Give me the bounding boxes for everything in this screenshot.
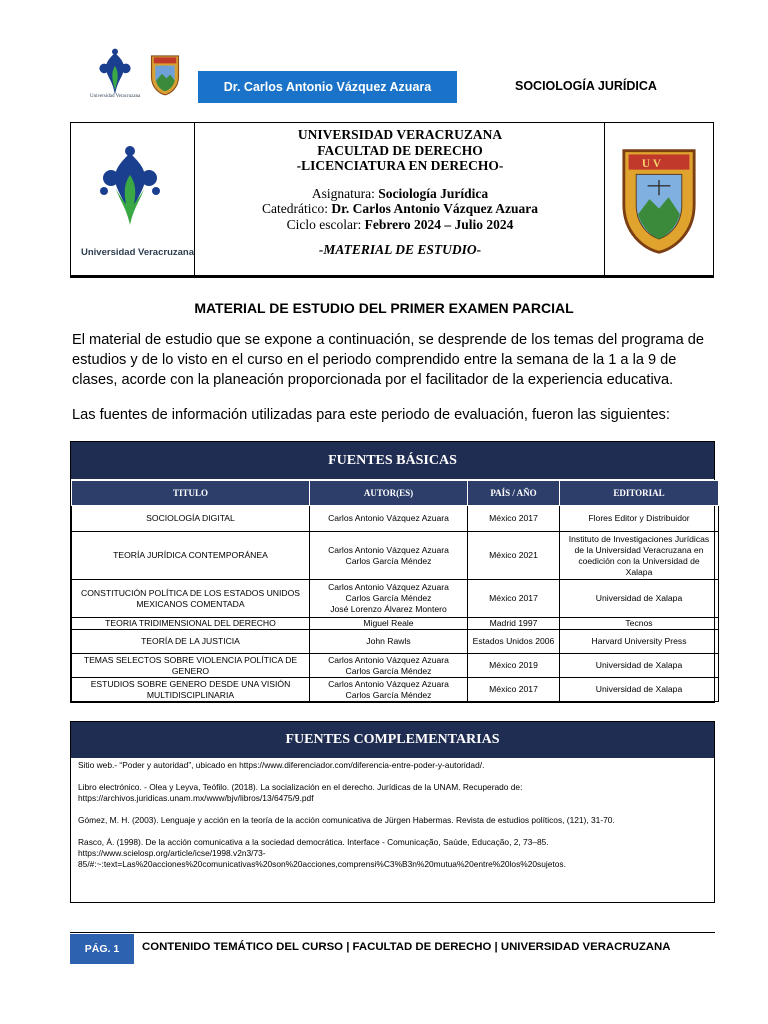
course-name: SOCIOLOGÍA JURÍDICA — [515, 79, 657, 93]
authors-cell — [310, 678, 468, 702]
reference-item: Libro electrónico. - Olea y Leyva, Teófilo. (2018). La socialización en el derecho. Jurídicas de la UNAM. Recuperado de: https://archivos.juridicas.unam.mx/www/bjv/libros/13/6475/9.pdf — [78, 782, 523, 803]
table-row — [72, 580, 719, 618]
professor-banner: Dr. Carlos Antonio Vázquez Azuara — [198, 71, 457, 103]
uv-logo-caption: Universidad Veracruzana — [81, 247, 194, 258]
document-title: MATERIAL DE ESTUDIO DEL PRIMER EXAMEN PARCIAL — [194, 300, 574, 316]
table-header-row — [72, 481, 719, 506]
sources-table — [71, 480, 719, 702]
faculty-shield-icon — [621, 147, 697, 255]
authors-cell — [310, 618, 468, 630]
reference-item: Sitio web.- “Poder y autoridad”, ubicado en https://www.diferenciador.com/diferencia-entre-poder-y-autoridad/. — [78, 760, 485, 770]
author-name: Carlos García Méndez — [345, 555, 432, 566]
faculty-name: FACULTAD DE DERECHO — [317, 142, 483, 158]
table-row — [72, 678, 719, 702]
column-header: EDITORIAL — [560, 481, 719, 506]
publisher-cell: Tecnos — [560, 618, 719, 630]
institution-info — [194, 127, 606, 258]
year-cell: México 2017 — [468, 506, 560, 532]
table-row — [72, 618, 719, 630]
cycle-line — [194, 217, 606, 233]
author-name: John Rawls — [366, 636, 411, 646]
title-cell: TEORÍA DE LA JUSTICIA — [72, 630, 310, 654]
table-row — [72, 654, 719, 678]
author-name: José Lorenzo Álvarez Montero — [330, 604, 447, 614]
subject-line — [194, 186, 606, 202]
reference-item: Rasco, Á. (1998). De la acción comunicativa a la sociedad democrática. Interface - Comunicação, Saúde, Educação, 2, 73–85. https://www.scielosp.org/article/icse/1998.v2n3/73-85/#:~:text=Las%20acciones%20comunicativas%20son%20acciones,comprensi%C3%B3n%20mutua%20entre%20los%20sujetos. — [78, 837, 566, 869]
intro-paragraph: El material de estudio que se expone a continuación, se desprende de los temas del programa de estudios y de lo visto en el curso en el periodo comprendido entre la semana de la 1 a la 9 de clases, acorde con la planeación proporcionada por el facilitador de la experiencia educativa. — [72, 332, 704, 388]
title-cell: TEORÍA JURÍDICA CONTEMPORÁNEA — [72, 532, 310, 580]
year-cell: México 2019 — [468, 654, 560, 678]
author-name: Carlos Antonio Vázquez Azuara — [328, 513, 449, 523]
faculty-shield-small-icon — [150, 52, 180, 98]
author-name: Carlos Antonio Vázquez Azuara — [328, 678, 449, 689]
reference-item: Gómez, M. H. (2003). Lenguaje y acción en la teoría de la acción comunicativa de Jürgen Habermas. Revista de estudios políticos, (121), 31-70. — [78, 815, 615, 825]
authors-cell — [310, 654, 468, 678]
degree-name: -LICENCIATURA EN DERECHO- — [296, 158, 504, 173]
column-header: TITULO — [72, 481, 310, 506]
cycle-label: Ciclo escolar: — [286, 216, 365, 232]
subject-value: Sociología Jurídica — [378, 185, 489, 201]
publisher-cell: Universidad de Xalapa — [560, 580, 719, 618]
university-name: UNIVERSIDAD VERACRUZANA — [297, 127, 503, 142]
column-header: AUTOR(ES) — [310, 481, 468, 506]
uv-logo-icon — [98, 145, 162, 235]
author-name: Carlos García Méndez — [345, 593, 432, 603]
teacher-line — [194, 201, 606, 217]
footer-divider — [70, 932, 715, 933]
complementary-sources — [70, 721, 715, 903]
author-name: Carlos Antonio Vázquez Azuara — [328, 654, 449, 665]
column-header: PAÍS / AÑO — [468, 481, 560, 506]
publisher-cell: Universidad de Xalapa — [560, 654, 719, 678]
author-name: Carlos García Méndez — [345, 665, 432, 676]
author-name: Carlos Antonio Vázquez Azuara — [328, 544, 449, 555]
complementary-list — [71, 760, 714, 870]
basic-sources-table — [70, 441, 715, 703]
title-cell: TEORIA TRIDIMENSIONAL DEL DERECHO — [72, 618, 310, 630]
faculty-shield-cell — [604, 123, 713, 276]
svg-text:U V: U V — [641, 157, 661, 170]
title-cell: TEMAS SELECTOS SOBRE VIOLENCIA POLÍTICA DE GENERO — [72, 654, 310, 678]
teacher-label: Catedrático: — [262, 201, 332, 216]
sources-intro: Las fuentes de información utilizadas para este periodo de evaluación, fueron las siguientes: — [72, 407, 670, 423]
authors-cell — [310, 630, 468, 654]
publisher-cell: Universidad de Xalapa — [560, 678, 719, 702]
institution-header — [70, 122, 714, 278]
year-cell: México 2017 — [468, 580, 560, 618]
publisher-cell: Flores Editor y Distribuidor — [560, 506, 719, 532]
table-row — [72, 630, 719, 654]
title-cell: SOCIOLOGÍA DIGITAL — [72, 506, 310, 532]
complementary-heading: FUENTES COMPLEMENTARIAS — [71, 722, 714, 758]
subject-label: Asignatura: — [311, 185, 379, 201]
authors-cell — [310, 506, 468, 532]
teacher-value: Dr. Carlos Antonio Vázquez Azuara — [331, 201, 538, 216]
small-logo-caption: Universidad Veracruzana — [90, 94, 141, 99]
page-number: PÁG. 1 — [70, 934, 134, 964]
year-cell: Madrid 1997 — [468, 618, 560, 630]
publisher-cell: Instituto de Investigaciones Jurídicas de la Universidad Veracruzana en coedición con la Universidad de Xalapa — [560, 532, 719, 580]
authors-cell — [310, 580, 468, 618]
title-cell: CONSTITUCIÓN POLÍTICA DE LOS ESTADOS UNIDOS MEXICANOS COMENTADA — [72, 580, 310, 618]
material-label: -MATERIAL DE ESTUDIO- — [318, 242, 482, 257]
basic-sources-heading: FUENTES BÁSICAS — [71, 442, 714, 480]
table-body — [72, 506, 719, 702]
footer-text: CONTENIDO TEMÁTICO DEL CURSO | FACULTAD DE DERECHO | UNIVERSIDAD VERACRUZANA — [142, 941, 671, 953]
header-logos — [90, 48, 185, 104]
cycle-value: Febrero 2024 – Julio 2024 — [364, 216, 514, 232]
year-cell: México 2017 — [468, 678, 560, 702]
year-cell: Estados Unidos 2006 — [468, 630, 560, 654]
authors-cell — [310, 532, 468, 580]
author-name: Miguel Reale — [363, 618, 414, 628]
title-cell: ESTUDIOS SOBRE GENERO DESDE UNA VISIÓN MULTIDISCIPLINARIA — [72, 678, 310, 702]
author-name: Carlos García Méndez — [345, 689, 432, 700]
author-name: Carlos Antonio Vázquez Azuara — [328, 582, 449, 592]
table-row — [72, 532, 719, 580]
table-row — [72, 506, 719, 532]
uv-logo-cell — [71, 123, 195, 276]
year-cell: México 2021 — [468, 532, 560, 580]
publisher-cell: Harvard University Press — [560, 630, 719, 654]
